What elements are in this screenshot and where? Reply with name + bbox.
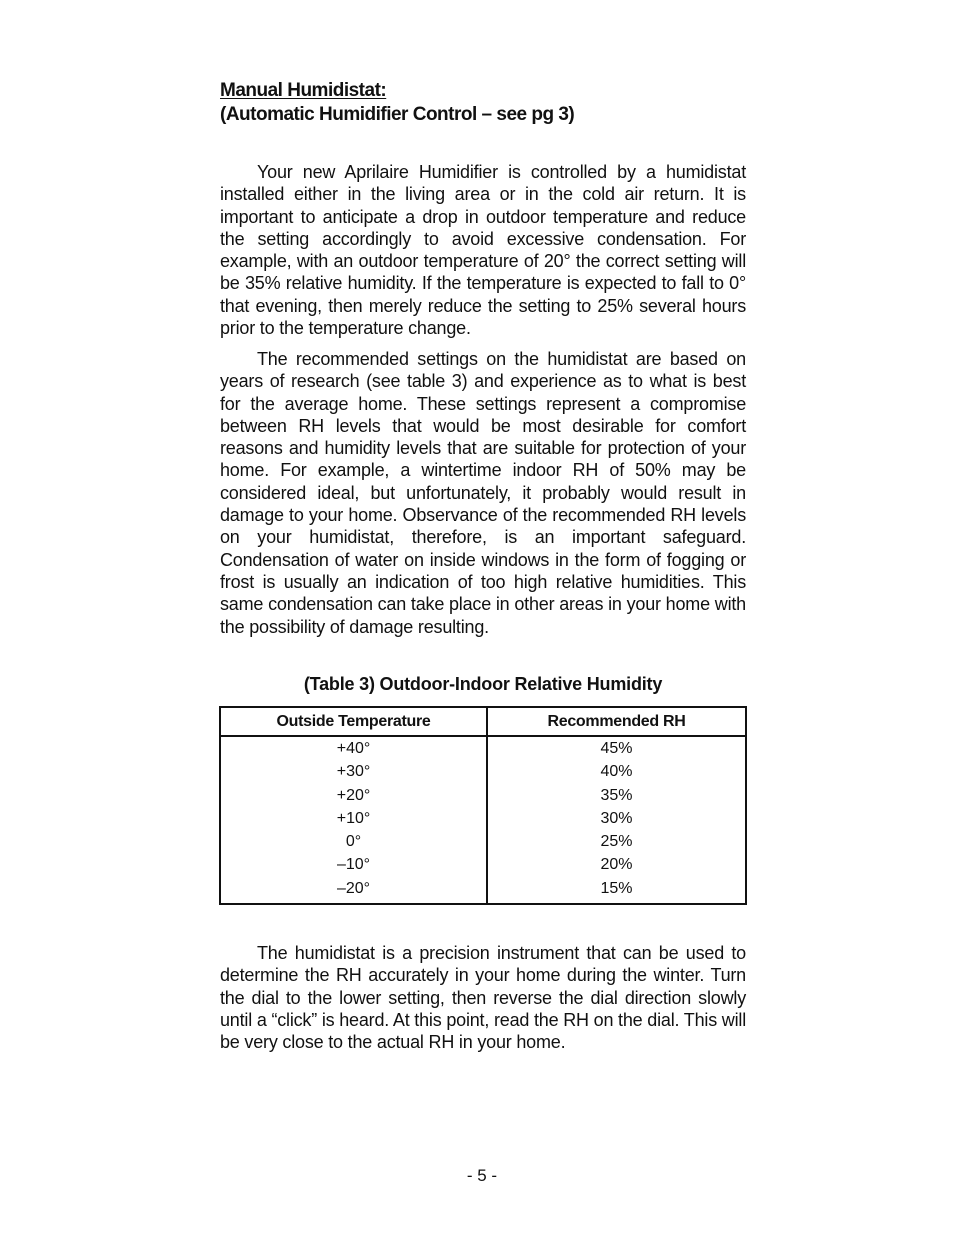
table-cell-rh: 45% <box>600 740 633 757</box>
settings-paragraph: The recommended settings on the humidistat are based on years of research (see table 3) and experience as to what is best for the average home. These settings represent a compromise between RH levels that would be most desirable for comfort reasons and humidity levels that are suitable for protection of your home. For example, a wintertime indoor RH of 50% may be considered ideal, but unfortunately, it probably would result in damage to your home. Observance of the recommended RH levels on your humidistat, therefore, is an important safeguard. Condensation of water on inside windows in the form of fogging or frost is usually an indication of too high relative humidities. This same condensation can take place in other areas in your home with the possibility of damage resulting. <box>220 349 746 637</box>
table-cell-rh: 25% <box>600 833 633 851</box>
table-cell-temperature: +30° <box>336 763 371 781</box>
table-cell-temperature: –10° <box>336 856 371 874</box>
calibration-paragraph: The humidistat is a precision instrument that can be used to determine the RH accurately in your home during the winter. Turn the dial to the lower setting, then reverse the dial direction slowly until a “click” is heard. At this point, read the RH on the dial. This will be very close to the actual RH in your home. <box>220 943 746 1053</box>
table-cell-rh: 30% <box>600 809 633 827</box>
page-number: - 5 - <box>466 1166 498 1185</box>
section-title: Manual Humidistat: <box>220 80 387 101</box>
table-header-outside-temperature: Outside Temperature <box>221 708 487 736</box>
section-subtitle: (Automatic Humidifier Control – see pg 3) <box>220 104 575 125</box>
humidity-table <box>219 706 747 905</box>
table-header-recommended-rh: Recommended RH <box>487 708 745 736</box>
table-cell-temperature: 0° <box>345 833 362 851</box>
table-cell-rh: 35% <box>600 786 633 804</box>
table-cell-temperature: +10° <box>336 809 371 827</box>
table-cell-temperature: +20° <box>336 786 371 804</box>
table-cell-rh: 20% <box>600 856 633 874</box>
table-cell-temperature: +40° <box>336 740 371 757</box>
intro-paragraph: Your new Aprilaire Humidifier is controlled by a humidistat installed either in the living area or in the cold air return. It is important to anticipate a drop in outdoor temperature and reduce the setting accordingly to avoid excessive condensation. For example, with an outdoor temperature of 20° the correct setting will be 35% relative humidity. If the temperature is expected to fall to 0° that evening, then merely reduce the setting to 25% several hours prior to the temperature change. <box>220 162 746 339</box>
table-cell-temperature: –20° <box>336 879 371 897</box>
table-caption: (Table 3) Outdoor-Indoor Relative Humidity <box>303 674 663 694</box>
table-cell-rh: 40% <box>600 763 633 781</box>
table-cell-rh: 15% <box>600 879 633 897</box>
temperature-column <box>221 736 487 903</box>
rh-column <box>487 736 745 903</box>
